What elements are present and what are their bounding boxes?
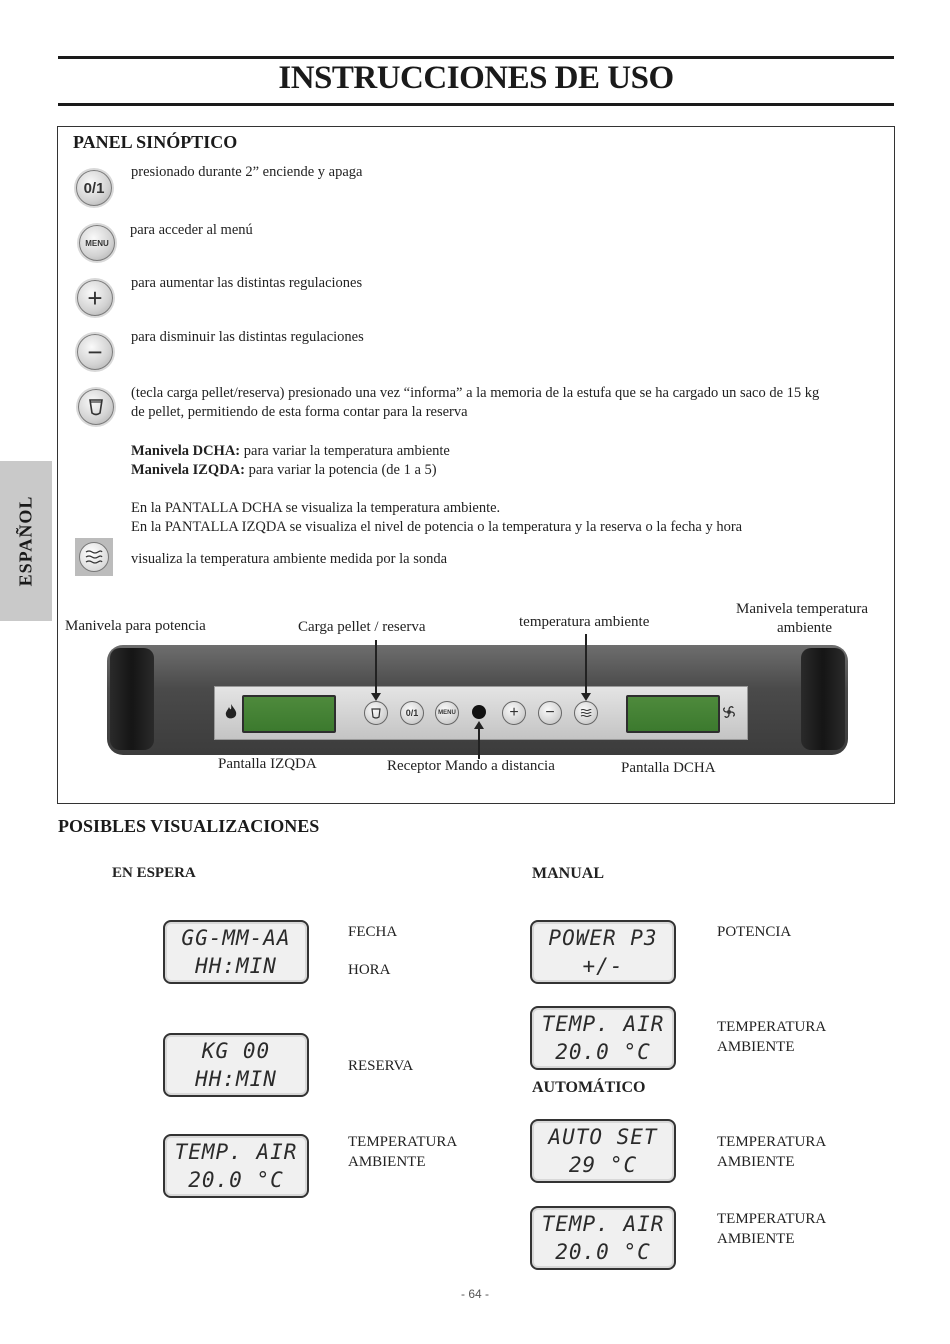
lcd-power — [530, 920, 676, 984]
label-pantalla-dcha: Pantalla DCHA — [621, 760, 716, 776]
panel-heading: PANEL SINÓPTICO — [73, 132, 238, 152]
manual-heading: MANUAL — [532, 865, 604, 882]
manivela-dcha-text: para variar la temperatura ambiente — [240, 443, 450, 459]
diagram-pellet-button — [364, 701, 388, 725]
sensor-icon — [75, 538, 113, 576]
label-temperatura: TEMPERATURA — [717, 1134, 827, 1150]
left-knob — [110, 648, 154, 750]
plus-icon — [77, 280, 113, 316]
manivela-izqda-line — [131, 461, 437, 480]
lcd-temp-air-manual — [530, 1006, 676, 1070]
pantalla-izqda-text: En la PANTALLA IZQDA se visualiza el nivel de potencia o la temperatura y la reserva o la fecha y hora — [131, 519, 743, 535]
diagram-plus-button: + — [502, 701, 526, 725]
label-reserva: RESERVA — [348, 1058, 414, 1074]
sensor-wave-svg — [85, 549, 103, 565]
label-ambiente: AMBIENTE — [717, 1154, 795, 1170]
diagram-menu-button — [435, 701, 459, 725]
label-ambiente: AMBIENTE — [348, 1154, 426, 1170]
label-carga-pellet: Carga pellet / reserva — [298, 619, 426, 635]
arrowhead-temperatura — [581, 693, 591, 701]
label-temperatura: TEMPERATURA — [348, 1134, 458, 1150]
label-hora: HORA — [348, 962, 391, 978]
arrowhead-receptor — [474, 721, 484, 729]
key-power-text: presionado durante 2” enciende y apaga — [131, 164, 363, 180]
lcd-line-1: TEMP. AIR — [174, 1140, 298, 1164]
manivela-dcha-line — [131, 442, 450, 461]
page-number: - 64 - — [460, 1287, 489, 1301]
pellet-bag-icon — [78, 389, 114, 425]
lcd-temp-air-espera — [163, 1134, 309, 1198]
label-ambiente: AMBIENTE — [717, 1231, 795, 1247]
diagram-minus-button: − — [538, 701, 562, 725]
label-temperatura: TEMPERATURA — [717, 1019, 827, 1035]
sensor-icon-circle — [79, 542, 109, 572]
label-manivela-temperatura-2: ambiente — [777, 620, 832, 636]
arrow-temperatura — [585, 634, 587, 696]
diagram-sensor-button — [574, 701, 598, 725]
left-display-screen — [242, 695, 336, 733]
arrow-carga-pellet — [375, 640, 377, 696]
lcd-line-2: 20.0 °C — [555, 1240, 651, 1264]
language-tab — [0, 461, 52, 621]
label-receptor: Receptor Mando a distancia — [387, 758, 555, 774]
pantalla-dcha-text: En la PANTALLA DCHA se visualiza la temperatura ambiente. — [131, 500, 501, 516]
label-ambiente: AMBIENTE — [717, 1039, 795, 1055]
sensor-text: visualiza la temperatura ambiente medida por la sonda — [131, 551, 448, 567]
en-espera-heading: EN ESPERA — [112, 865, 196, 881]
right-knob — [801, 648, 845, 750]
power-01-glyph: 0/1 — [83, 179, 105, 197]
key-minus-text: para disminuir las distintas regulaciones — [131, 329, 364, 345]
menu-icon — [79, 225, 115, 261]
diagram-pellet-svg — [371, 708, 381, 719]
lcd-line-2: 20.0 °C — [188, 1168, 284, 1192]
flame-icon — [224, 703, 238, 721]
lcd-line-2: HH:MIN — [195, 1067, 277, 1091]
plus-glyph: + — [87, 282, 103, 313]
lcd-line-2: 29 °C — [568, 1153, 638, 1177]
lcd-line-2: +/- — [582, 954, 624, 978]
lcd-line-1: TEMP. AIR — [541, 1012, 665, 1036]
lcd-line-2: HH:MIN — [195, 954, 277, 978]
label-temperatura-ambiente: temperatura ambiente — [519, 614, 650, 630]
lcd-line-1: AUTO SET — [548, 1125, 658, 1149]
key-pellet-text-1: (tecla carga pellet/reserva) presionado una vez “informa” a la memoria de la estufa que se ha cargado un saco de 15 kg — [131, 385, 820, 401]
label-temperatura: TEMPERATURA — [717, 1211, 827, 1227]
remote-receiver-dot — [472, 705, 486, 719]
label-potencia: POTENCIA — [717, 924, 792, 940]
automatico-heading: AUTOMÁTICO — [532, 1079, 646, 1096]
lcd-line-1: TEMP. AIR — [541, 1212, 665, 1236]
manivela-izqda-text: para variar la potencia (de 1 a 5) — [244, 462, 437, 478]
language-tab-label: ESPAÑOL — [15, 495, 36, 587]
manivela-izqda-bold: Manivela IZQDA: — [131, 462, 245, 478]
header-top-rule — [58, 56, 894, 59]
lcd-reserva — [163, 1033, 309, 1097]
label-manivela-temperatura-1: Manivela temperatura — [736, 601, 869, 617]
minus-glyph: − — [87, 336, 103, 367]
minus-icon — [77, 334, 113, 370]
page-title: INSTRUCCIONES DE USO — [278, 60, 674, 96]
key-plus-text: para aumentar las distintas regulaciones — [131, 275, 363, 291]
label-pantalla-izqda: Pantalla IZQDA — [218, 756, 317, 772]
lcd-auto-set — [530, 1119, 676, 1183]
arrowhead-carga-pellet — [371, 693, 381, 701]
key-menu-text: para acceder al menú — [130, 222, 253, 238]
manivela-dcha-bold: Manivela DCHA: — [131, 443, 241, 459]
diagram-power-button — [400, 701, 424, 725]
label-fecha: FECHA — [348, 924, 398, 940]
lcd-line-1: GG-MM-AA — [181, 926, 291, 950]
right-display-screen — [626, 695, 720, 733]
label-manivela-potencia: Manivela para potencia — [65, 618, 206, 634]
lcd-line-1: KG 00 — [201, 1039, 271, 1063]
header-bottom-rule — [58, 103, 894, 106]
lcd-fecha-hora — [163, 920, 309, 984]
lcd-line-1: POWER P3 — [548, 926, 658, 950]
diagram-sensor-svg — [580, 708, 592, 718]
lcd-line-2: 20.0 °C — [555, 1040, 651, 1064]
fan-icon — [722, 705, 736, 719]
visualizaciones-heading: POSIBLES VISUALIZACIONES — [58, 816, 320, 836]
power-01-icon — [76, 170, 112, 206]
menu-glyph: MENU — [85, 238, 109, 248]
arrow-receptor — [478, 727, 480, 759]
diagram-menu-glyph: MENU — [438, 710, 456, 716]
diagram-power-glyph: 0/1 — [405, 708, 419, 718]
pellet-bag-svg — [88, 398, 104, 416]
key-pellet-text-2: de pellet, permitiendo de esta forma contar para la reserva — [131, 404, 468, 420]
lcd-temp-air-auto — [530, 1206, 676, 1270]
